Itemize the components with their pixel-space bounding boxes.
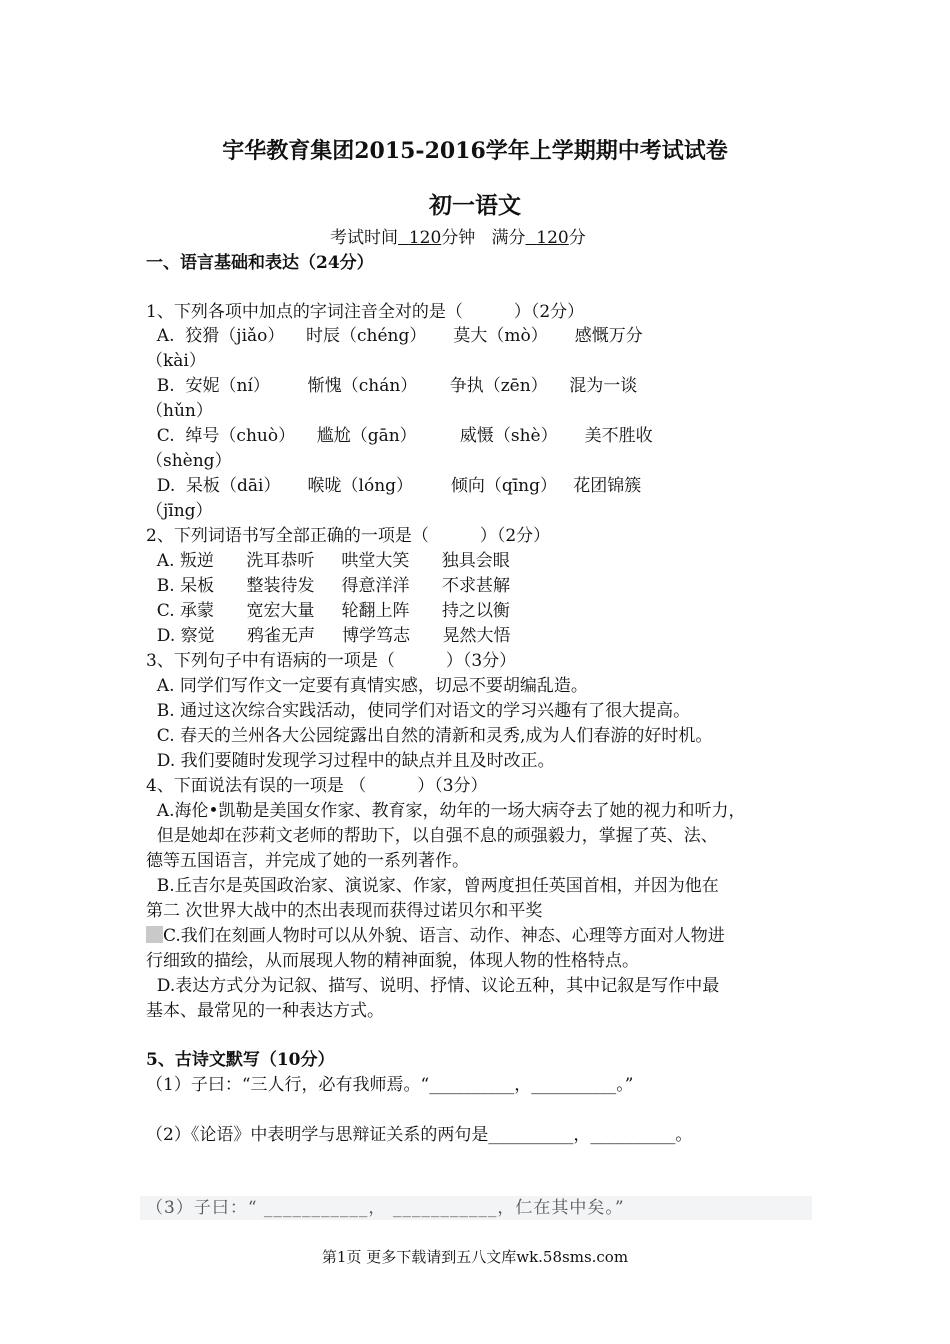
- exam-subtitle: 初一语文: [429, 192, 521, 219]
- q1-option-c: C. 绰号（chuò） 尴尬（gān） 威慑（shè） 美不胜收: [146, 426, 653, 446]
- q4-option-d-cont: 基本、最常见的一种表达方式。: [146, 1001, 384, 1021]
- score-value: 120: [536, 228, 569, 248]
- section-heading-5: 5、古诗文默写（10分）: [146, 1050, 335, 1070]
- q3-option-d: D. 我们要随时发现学习过程中的缺点并且及时改正。: [146, 751, 555, 771]
- exam-title: 宇华教育集团2015-2016学年上学期期中考试试卷: [222, 138, 728, 164]
- page-footer: 第1页 更多下载请到五八文库wk.58sms.com: [321, 1248, 629, 1266]
- q2-option-a: A. 叛逆 洗耳恭听 哄堂大笑 独具会眼: [146, 551, 510, 571]
- q2-stem: 2、下列词语书写全部正确的一项是（ ）（2分）: [146, 526, 551, 546]
- q4-option-a-cont: 但是她却在莎莉文老师的帮助下，以自强不息的顽强毅力，掌握了英、法、: [146, 826, 718, 846]
- q3-option-c: C. 春天的兰州各大公园绽露出自然的清新和灵秀,成为人们春游的好时机。: [146, 726, 713, 746]
- q1-option-c-cont: （shèng）: [146, 451, 232, 471]
- score-label: 满分: [491, 228, 526, 248]
- q4-stem: 4、下面说法有误的一项是 （ ）（3分）: [146, 776, 488, 796]
- q1-option-d-cont: （jīng）: [146, 501, 213, 521]
- q3-option-b: B. 通过这次综合实践活动，使同学们对语文的学习兴趣有了很大提高。: [146, 701, 691, 721]
- q4-option-a-cont2: 德等五国语言，并完成了她的一系列著作。: [146, 851, 469, 871]
- q3-option-a: A. 同学们写作文一定要有真情实感，切忌不要胡编乱造。: [146, 676, 588, 696]
- q4-option-a: A.海伦•凯勒是美国女作家、教育家，幼年的一场大病夺去了她的视力和听力，: [146, 801, 746, 821]
- score-unit: 分: [568, 228, 586, 248]
- time-label: 考试时间: [330, 228, 398, 248]
- q4-option-c: C.我们在刻画人物时可以从外貌、语言、动作、神态、心理等方面对人物进: [146, 924, 725, 948]
- q3-stem: 3、下列句子中有语病的一项是（ ）（3分）: [146, 651, 517, 671]
- q5-item-1: （1）子曰：“三人行，必有我师焉。“__________，__________。”: [146, 1075, 634, 1095]
- q1-option-a: A. 狡猾（jiǎo） 时辰（chéng） 莫大（mò） 感慨万分: [146, 326, 643, 346]
- q2-option-b: B. 呆板 整装待发 得意洋洋 不求甚解: [146, 576, 510, 596]
- q1-option-a-cont: （kài）: [146, 351, 206, 371]
- q4-option-c-cont: 行细致的描绘，从而展现人物的精神面貌，体现人物的性格特点。: [146, 951, 639, 971]
- q2-option-d: D. 察觉 鸦雀无声 博学笃志 晃然大悟: [146, 626, 511, 646]
- q1-option-b-cont: （hǔn）: [146, 401, 213, 421]
- q4-option-b-cont: 第二 次世界大战中的杰出表现而获得过诺贝尔和平奖: [146, 901, 543, 921]
- q4-option-b: B.丘吉尔是英国政治家、演说家、作家，曾两度担任英国首相，并因为他在: [146, 876, 719, 896]
- q1-option-b: B. 安妮（ní） 惭愧（chán） 争执（zēn） 混为一谈: [146, 376, 638, 396]
- time-value: 120: [408, 228, 442, 248]
- q2-option-c: C. 承蒙 宽宏大量 轮翻上阵 持之以衡: [146, 601, 510, 621]
- q5-item-2: （2）《论语》中表明学与思辩证关系的两句是__________，__________。: [146, 1125, 693, 1145]
- selection-mark: [146, 926, 163, 943]
- exam-info: [330, 226, 586, 250]
- q1-stem: 1、下列各项中加点的字词注音全对的是（ ）（2分）: [146, 302, 585, 322]
- time-unit: 分钟: [441, 228, 476, 248]
- q1-option-d: D. 呆板（dāi） 喉咙（lóng） 倾向（qīng） 花团锦簇: [146, 476, 642, 496]
- section-heading-1: 一、语言基础和表达（24分）: [146, 253, 374, 273]
- q5-item-3: （3）子曰：“ ___________， ___________，仁在其中矣。”: [140, 1196, 812, 1220]
- q4-option-d: D.表达方式分为记叙、描写、说明、抒情、议论五种，其中记叙是写作中最: [146, 976, 720, 996]
